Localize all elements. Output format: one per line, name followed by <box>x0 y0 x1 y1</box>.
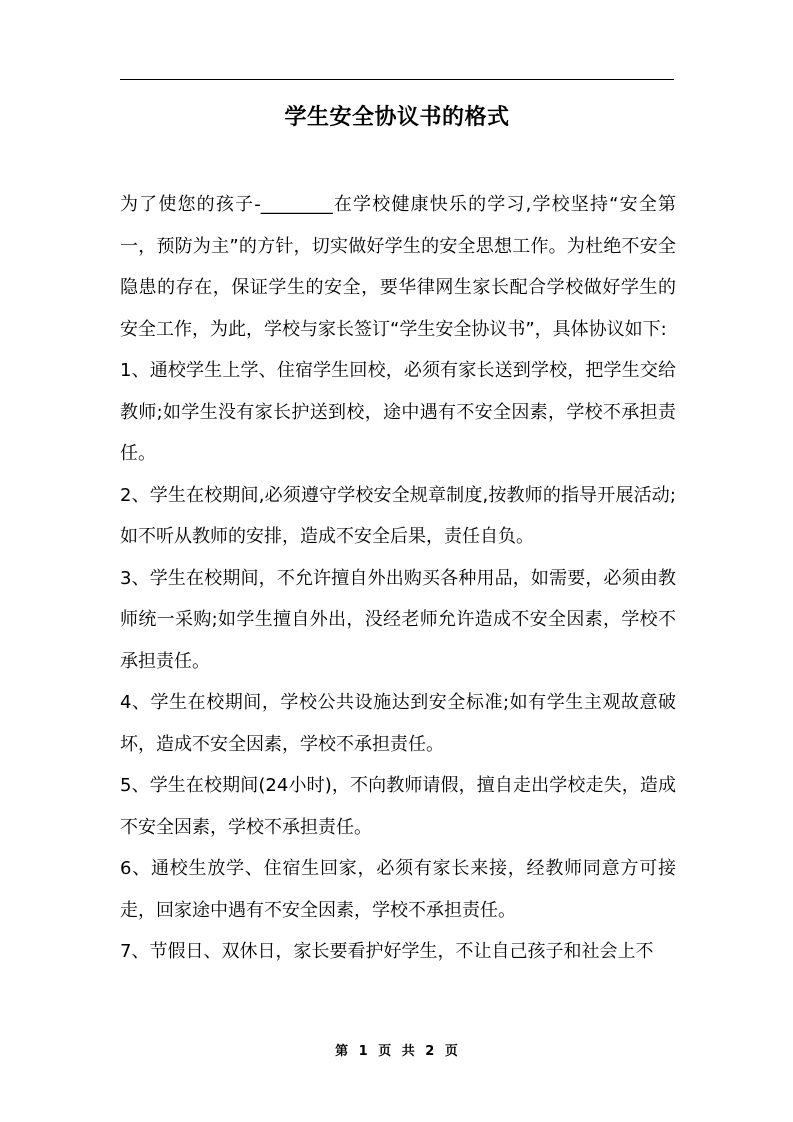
clause-1: 1、通校学生上学、住宿学生回校，必须有家长送到学校，把学生交给教师;如学生没有家长护送到校，途中遇有不安全因素，学校不承担责任。 <box>120 360 676 464</box>
clause-7: 7、节假日、双休日，家长要看护好学生，不让自己孩子和社会上不 <box>120 941 654 962</box>
clause-2: 2、学生在校期间,必须遵守学校安全规章制度,按教师的指导开展活动;如不听从教师的安排，造成不安全后果，责任自负。 <box>120 484 676 547</box>
clause-4: 4、学生在校期间，学校公共设施达到安全标准;如有学生主观故意破坏，造成不安全因素，学校不承担责任。 <box>120 692 676 755</box>
page-number-footer: 第 1 页 共 2 页 <box>335 1044 459 1059</box>
document-body <box>120 184 676 973</box>
clause-5: 5、学生在校期间(24小时)，不向教师请假，擅自走出学校走失，造成不安全因素，学校不承担责任。 <box>120 775 676 838</box>
clause-3: 3、学生在校期间，不允许擅自外出购买各种用品，如需要，必须由教师统一采购;如学生擅自外出，没经老师允许造成不安全因素，学校不承担责任。 <box>120 567 676 672</box>
document-title: 学生安全协议书的格式 <box>284 105 510 130</box>
header-rule <box>120 79 674 80</box>
clause-6: 6、通校生放学、住宿生回家，必须有家长来接，经教师同意方可接走，回家途中遇有不安全因素，学校不承担责任。 <box>120 858 676 921</box>
intro-paragraph: 为了使您的孩子-________在学校健康快乐的学习,学校坚持“安全第一，预防为主”的方针，切实做好学生的安全思想工作。为杜绝不安全隐患的存在，保证学生的安全，要华律网生家长配合学校做好学生的安全工作，为此，学校与家长签订“学生安全协议书”，具体协议如下: <box>120 194 676 340</box>
